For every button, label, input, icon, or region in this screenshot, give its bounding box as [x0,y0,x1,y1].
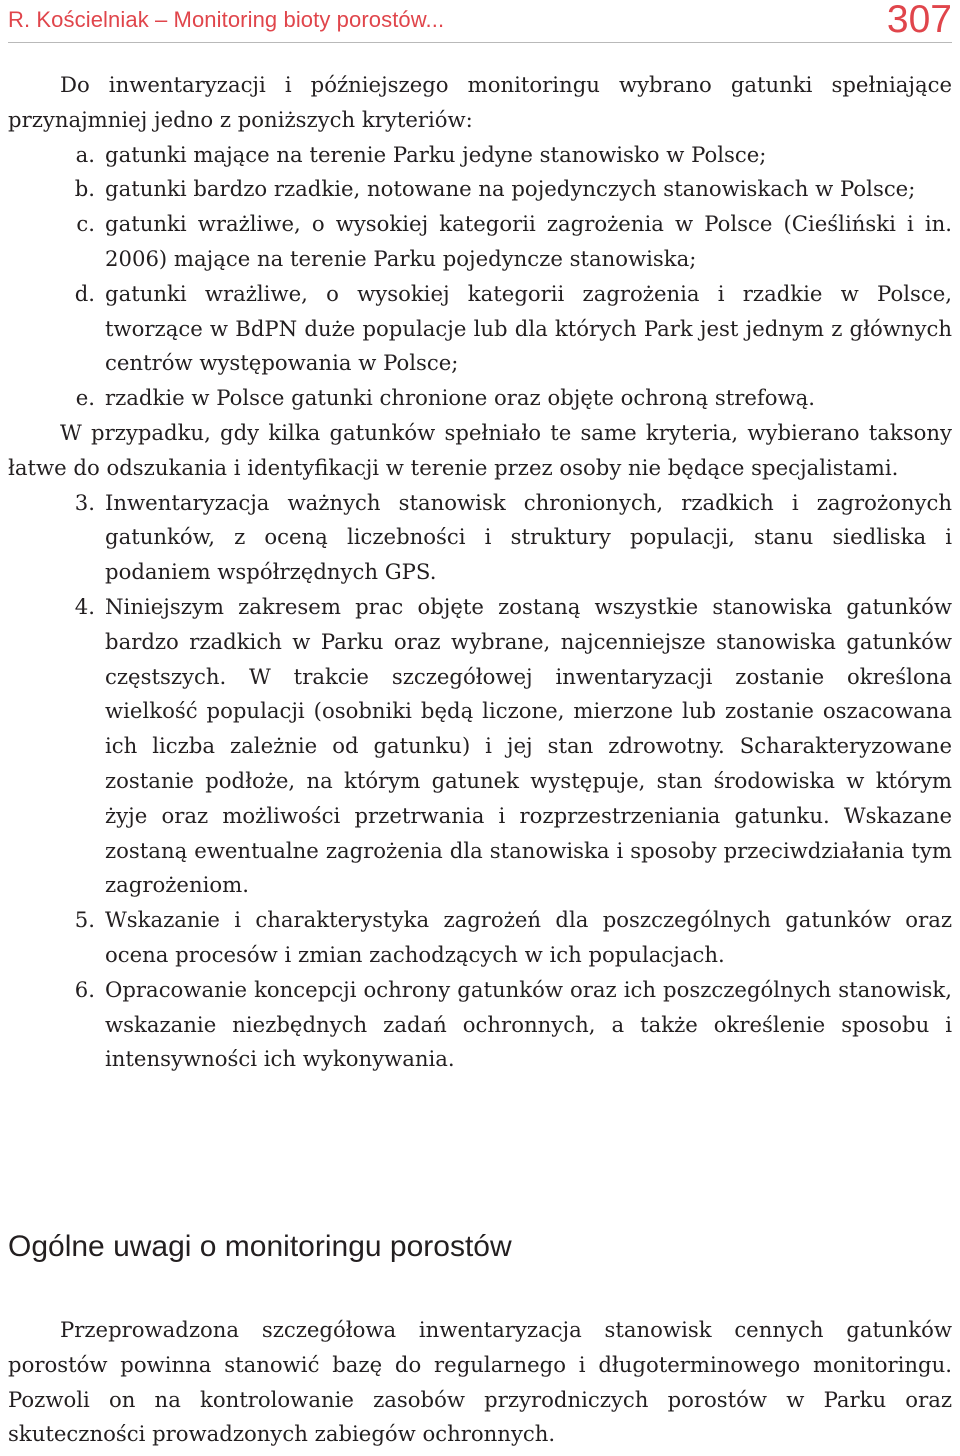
task-item [74,590,952,903]
criteria-list [74,138,952,416]
criteria-item [75,381,952,416]
section-heading: Ogólne uwagi o monitoringu porostów [8,1230,512,1263]
criteria-text: gatunki mające na terenie Parku jedyne stanowisko w Polsce; [105,141,767,167]
task-item [74,903,952,973]
list-marker: c. [76,211,95,237]
criteria-item [74,277,952,381]
task-text: Niniejszym zakresem prac objęte zostaną wszystkie stanowiska gatunków bardzo rzadkich w Parku oraz wybrane, najcenniejsze stanowiska gatunków częstszych. W trakcie szczegółowej inwentaryzacji zostanie określona wielkość populacji (osobniki będą liczone, mierzone lub zostanie oszacowana ich liczba zależnie od gatunku) i jej stan zdrowotny. Scharakteryzowane zostanie podłoże, na którym gatunek występuje, stan środowiska w którym żyje oraz możliwości przetrwania i rozprzestrzeniania gatunku. Wskazane zostaną ewentualne zagrożenia dla stanowiska i sposoby przeciwdziałania tym zagrożeniom. [105,593,952,898]
tasks-list [74,486,952,1078]
criteria-item [75,138,952,173]
task-text: Inwentaryzacja ważnych stanowisk chronionych, rzadkich i zagrożonych gatunków, z oceną liczebności i struktury populacji, stanu siedliska i podaniem współrzędnych GPS. [105,489,952,585]
task-item [74,486,952,590]
list-marker: 5. [74,907,95,933]
section-body [8,1313,952,1452]
list-marker: d. [74,280,95,306]
section-paragraph: Przeprowadzona szczegółowa inwentaryzacja stanowisk cennych gatunków porostów powinna stanowić bazę do regularnego i długoterminowego monitoringu. Pozwoli on na kontrolowanie zasobów przyrodniczych porostów w Parku oraz skuteczności prowadzonych zabiegów ochronnych. [8,1317,952,1447]
criteria-text: gatunki bardzo rzadkie, notowane na pojedynczych stanowiskach w Polsce; [105,176,916,202]
note-paragraph: W przypadku, gdy kilka gatunków spełniało te same kryteria, wybierano taksony łatwe do odszukania i identyfikacji w terenie przez osoby nie będące specjalistami. [8,419,952,480]
criteria-text: gatunki wrażliwe, o wysokiej kategorii zagrożenia w Polsce (Cieśliński i in. 2006) mające na terenie Parku pojedyncze stanowiska; [105,211,952,271]
task-item [74,973,952,1077]
page-header [8,0,952,43]
page-number: 307 [886,0,952,41]
list-marker: 4. [74,593,95,619]
task-text: Wskazanie i charakterystyka zagrożeń dla poszczególnych gatunków oraz ocena procesów i zmian zachodzących w ich populacjach. [105,907,952,967]
list-marker: a. [75,141,95,167]
criteria-text: gatunki wrażliwe, o wysokiej kategorii zagrożenia i rzadkie w Polsce, tworzące w BdPN duże populacje lub dla których Park jest jednym z głównych centrów występowania w Polsce; [105,280,952,376]
list-marker: 6. [74,976,95,1002]
list-marker: e. [75,385,95,411]
list-marker: b. [74,176,95,202]
criteria-text: rzadkie w Polsce gatunki chronione oraz objęte ochroną strefową. [105,385,815,411]
criteria-item [74,172,952,207]
list-marker: 3. [74,489,95,515]
running-title: R. Kościelniak – Monitoring bioty porostów... [8,7,445,32]
main-text [8,68,952,1077]
task-text: Opracowanie koncepcji ochrony gatunków oraz ich poszczególnych stanowisk, wskazanie niezbędnych zadań ochronnych, a także określenie sposobu i intensywności ich wykonywania. [105,976,952,1072]
intro-paragraph: Do inwentaryzacji i późniejszego monitoringu wybrano gatunki spełniające przynajmniej jedno z poniższych kryteriów: [8,72,952,132]
criteria-item [76,207,952,277]
